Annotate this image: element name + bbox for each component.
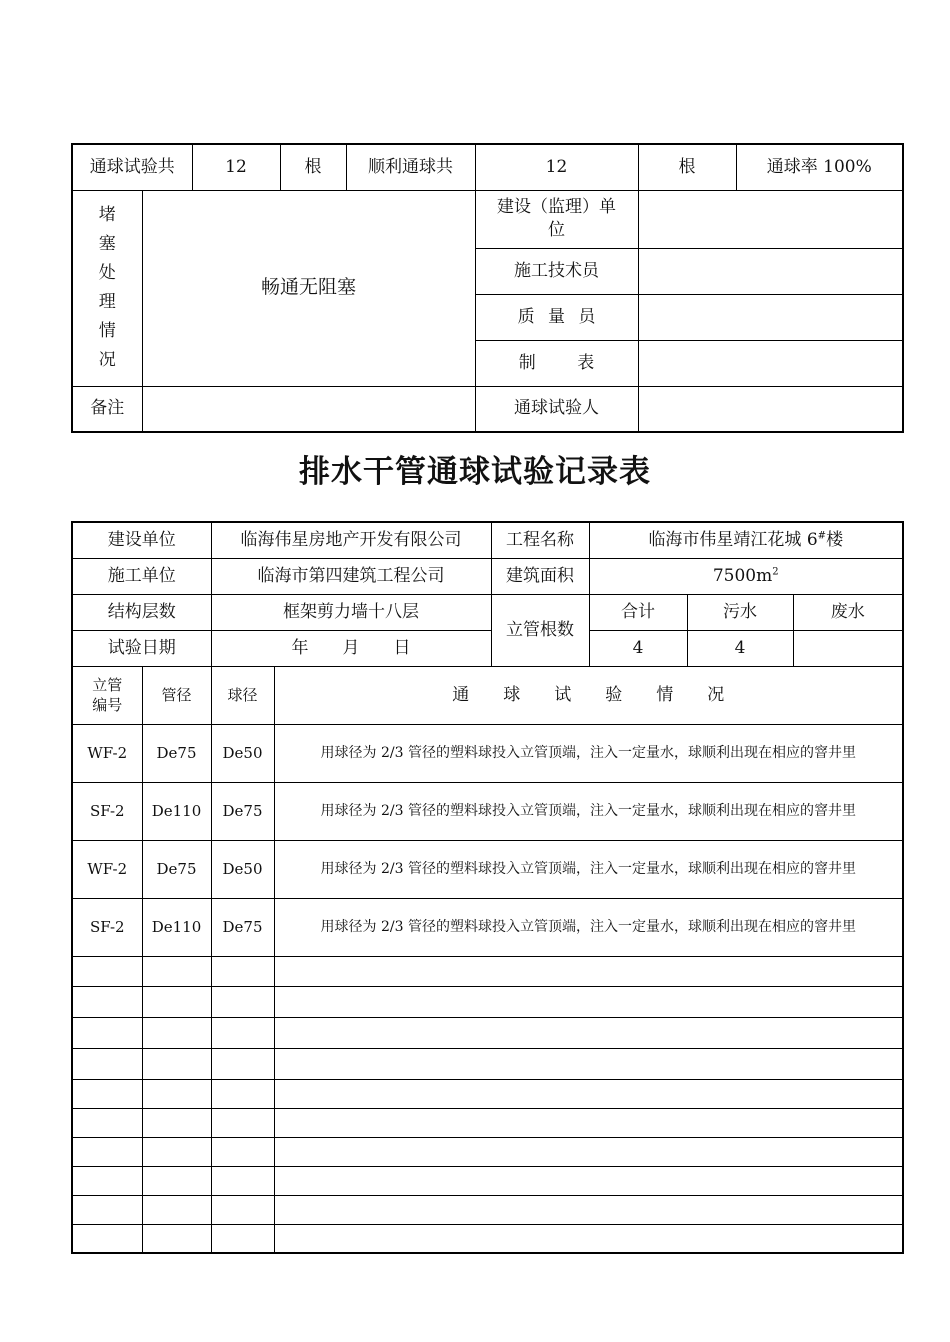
- empty-cell: [274, 1224, 903, 1253]
- empty-cell: [211, 1166, 274, 1195]
- remarks-value: [142, 386, 475, 432]
- signature-cell: [638, 190, 903, 248]
- riser-no-cell: WF-2: [72, 840, 142, 898]
- pipe-dia-cell: De75: [142, 724, 211, 782]
- count-sewage: 4: [687, 630, 793, 666]
- empty-cell: [72, 986, 142, 1017]
- situation-cell: 用球径为 2/3 管径的塑料球投入立管顶端，注入一定量水，球顺利出现在相应的窨井里: [274, 724, 903, 782]
- role-label-supervisor: 建设（监理）单位: [475, 190, 638, 248]
- empty-row: [72, 1048, 903, 1079]
- empty-cell: [274, 956, 903, 986]
- empty-cell: [211, 1224, 274, 1253]
- empty-row: [72, 1224, 903, 1253]
- signature-cell: [638, 294, 903, 340]
- role-label-quality: 质 量 员: [475, 294, 638, 340]
- empty-cell: [211, 986, 274, 1017]
- client-label: 建设单位: [72, 522, 211, 558]
- unit-label: 根: [638, 144, 736, 190]
- empty-cell: [142, 1017, 211, 1048]
- signature-cell: [638, 248, 903, 294]
- empty-cell: [274, 986, 903, 1017]
- total-label: 通球试验共: [72, 144, 192, 190]
- empty-cell: [142, 1108, 211, 1137]
- contractor-value: 临海市第四建筑工程公司: [211, 558, 491, 594]
- table-row: [72, 782, 903, 840]
- empty-cell: [274, 1108, 903, 1137]
- ball-test-record-table: [71, 521, 904, 1254]
- empty-cell: [142, 1079, 211, 1108]
- role-label-technician: 施工技术员: [475, 248, 638, 294]
- empty-cell: [142, 1137, 211, 1166]
- empty-cell: [142, 1166, 211, 1195]
- situation-cell: 用球径为 2/3 管径的塑料球投入立管顶端，注入一定量水，球顺利出现在相应的窨井里: [274, 898, 903, 956]
- signature-cell: [638, 340, 903, 386]
- tester-label: 通球试验人: [475, 386, 638, 432]
- empty-cell: [72, 1108, 142, 1137]
- empty-cell: [211, 1079, 274, 1108]
- table-row: [72, 840, 903, 898]
- empty-cell: [142, 956, 211, 986]
- empty-cell: [211, 1048, 274, 1079]
- col-header-pipe-dia: 管径: [142, 666, 211, 724]
- empty-cell: [142, 1224, 211, 1253]
- empty-row: [72, 1166, 903, 1195]
- empty-cell: [72, 956, 142, 986]
- empty-cell: [72, 1137, 142, 1166]
- table-row: [72, 898, 903, 956]
- date-label: 试验日期: [72, 630, 211, 666]
- situation-cell: 用球径为 2/3 管径的塑料球投入立管顶端，注入一定量水，球顺利出现在相应的窨井里: [274, 782, 903, 840]
- riser-no-cell: WF-2: [72, 724, 142, 782]
- empty-row: [72, 1137, 903, 1166]
- ball-dia-cell: De75: [211, 898, 274, 956]
- empty-cell: [72, 1224, 142, 1253]
- count-header-total: 合计: [589, 594, 687, 630]
- empty-cell: [142, 986, 211, 1017]
- role-label-tabulator: 制 表: [475, 340, 638, 386]
- empty-row: [72, 1108, 903, 1137]
- count-header-waste: 废水: [793, 594, 903, 630]
- area-value: $7500m^2$: [589, 558, 903, 594]
- pass-rate: 通球率 100%: [736, 144, 903, 190]
- record-rows: [72, 724, 903, 1253]
- empty-cell: [274, 1137, 903, 1166]
- riser-no-cell: SF-2: [72, 782, 142, 840]
- contractor-label: 施工单位: [72, 558, 211, 594]
- count-header-sewage: 污水: [687, 594, 793, 630]
- pipe-dia-cell: De75: [142, 840, 211, 898]
- pipe-dia-cell: De110: [142, 782, 211, 840]
- success-label: 顺利通球共: [346, 144, 475, 190]
- col-header-situation: 通 球 试 验 情 况: [274, 666, 903, 724]
- riser-no-cell: SF-2: [72, 898, 142, 956]
- page-title: 排水干管通球试验记录表: [299, 454, 651, 490]
- client-value: 临海伟星房地产开发有限公司: [211, 522, 491, 558]
- top-summary-table: [71, 143, 904, 433]
- empty-row: [72, 1079, 903, 1108]
- area-label: 建筑面积: [491, 558, 589, 594]
- col-header-ball-dia: 球径: [211, 666, 274, 724]
- empty-cell: [211, 1195, 274, 1224]
- remarks-label: 备注: [72, 386, 142, 432]
- empty-row: [72, 1017, 903, 1048]
- blockage-value: 畅通无阻塞: [142, 190, 475, 386]
- structure-label: 结构层数: [72, 594, 211, 630]
- empty-row: [72, 1195, 903, 1224]
- table-row: [72, 724, 903, 782]
- project-value: 临海市伟星靖江花城 6#楼: [589, 522, 903, 558]
- empty-cell: [72, 1048, 142, 1079]
- empty-cell: [142, 1048, 211, 1079]
- date-value: 年 月 日: [211, 630, 491, 666]
- empty-cell: [211, 956, 274, 986]
- signature-cell: [638, 386, 903, 432]
- structure-value: 框架剪力墙十八层: [211, 594, 491, 630]
- riser-count-label: 立管根数: [491, 594, 589, 666]
- col-header-riser-no: 立管编号: [72, 666, 142, 724]
- empty-cell: [274, 1195, 903, 1224]
- count-total: 4: [589, 630, 687, 666]
- empty-cell: [72, 1079, 142, 1108]
- total-value: 12: [192, 144, 280, 190]
- empty-cell: [274, 1166, 903, 1195]
- ball-dia-cell: De50: [211, 840, 274, 898]
- blockage-label: 堵 塞 处 理 情 况: [72, 190, 142, 386]
- ball-dia-cell: De75: [211, 782, 274, 840]
- situation-cell: 用球径为 2/3 管径的塑料球投入立管顶端，注入一定量水，球顺利出现在相应的窨井里: [274, 840, 903, 898]
- empty-cell: [274, 1079, 903, 1108]
- empty-row: [72, 986, 903, 1017]
- empty-cell: [211, 1137, 274, 1166]
- empty-row: [72, 956, 903, 986]
- pipe-dia-cell: De110: [142, 898, 211, 956]
- empty-cell: [211, 1017, 274, 1048]
- ball-dia-cell: De50: [211, 724, 274, 782]
- empty-cell: [72, 1166, 142, 1195]
- empty-cell: [72, 1195, 142, 1224]
- empty-cell: [72, 1017, 142, 1048]
- empty-cell: [211, 1108, 274, 1137]
- empty-cell: [142, 1195, 211, 1224]
- empty-cell: [274, 1048, 903, 1079]
- count-waste: [793, 630, 903, 666]
- success-value: 12: [475, 144, 638, 190]
- project-label: 工程名称: [491, 522, 589, 558]
- empty-cell: [274, 1017, 903, 1048]
- unit-label: 根: [280, 144, 346, 190]
